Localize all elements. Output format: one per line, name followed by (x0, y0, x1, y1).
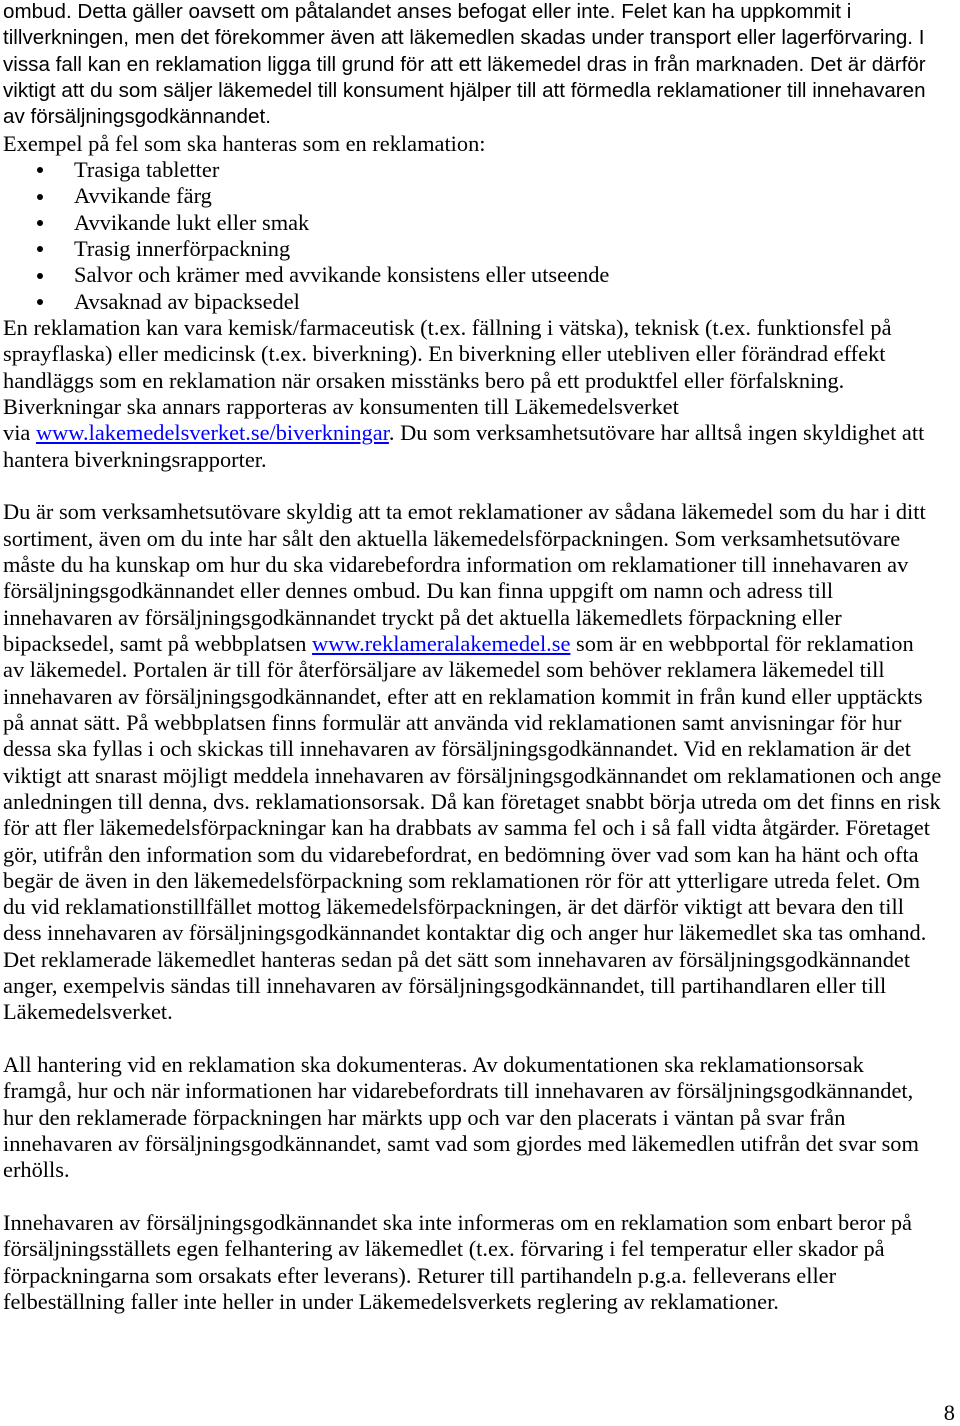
list-item-text: Avvikande lukt eller smak (74, 209, 310, 235)
text-line: hantera biverkningsrapporter. (3, 446, 267, 472)
text-line: Innehavaren av försäljningsgodkännandet ska inte informeras om en reklamation som enbart beror på (3, 1210, 912, 1236)
text-line: En reklamation kan vara kemisk/farmaceutisk (t.ex. fällning i vätska), teknisk (t.ex. funktionsfel på (3, 314, 892, 340)
text-line: Du är som verksamhetsutövare skyldig att ta emot reklamationer av sådana läkemedel som du har i ditt (3, 499, 926, 525)
paragraph-spacer (0, 1184, 960, 1210)
bullet-icon (37, 220, 43, 226)
text-line: måste du ha kunskap om hur du ska vidarebefordra information om reklamationer till innehavaren av (3, 551, 909, 577)
text-line: handläggs som en reklamation när orsaken misstänks bero på ett produktfel eller förfalskning. (3, 367, 845, 393)
duty-paragraph (0, 499, 960, 1026)
text-line: innehavaren av försäljningsgodkännandet, samt vad som gjordes med läkemedlen utifrån det svar som (3, 1131, 919, 1157)
list-item (0, 157, 960, 183)
bullet-icon (37, 167, 43, 173)
text-segment: via (3, 420, 36, 446)
page-number: 8 (943, 1400, 955, 1425)
list-item-text: Trasig innerförpackning (74, 235, 291, 261)
text-line: ombud. Detta gäller oavsett om påtalandet anses befogat eller inte. Felet kan ha uppkommit i (3, 0, 852, 23)
text-line (0, 631, 960, 657)
examples-list (0, 157, 960, 315)
reklameralakemedel-link[interactable]: www.reklameralakemedel.se (312, 630, 571, 656)
text-line: sprayflaska) eller medicinsk (t.ex. biverkning). En biverkning eller utebliven eller förändrad effekt (3, 341, 886, 367)
bullet-icon (37, 273, 43, 279)
text-line: på annat sätt. På webbplatsen finns formulär att använda vid reklamationen samt anvisningar för hur (3, 709, 902, 735)
text-line: av läkemedel. Portalen är till för återförsäljare av läkemedel som behöver reklamera läkemedel till (3, 657, 885, 683)
text-line: Läkemedelsverket. (3, 999, 173, 1025)
bullet-icon (37, 194, 43, 200)
text-line: framgå, hur och när informationen har vidarebefordrats till innehavaren av försäljningsgodkännandet, (3, 1078, 914, 1104)
bullet-icon (37, 246, 43, 252)
text-line: Det reklamerade läkemedlet hanteras sedan på det sätt som innehavaren av försäljningsgodkännandet (3, 946, 911, 972)
text-line: försäljningsställets egen felhantering av läkemedlet (t.ex. förvaring i fel temperatur eller skador på (3, 1236, 885, 1262)
text-line: innehavaren av försäljningsgodkännandet tryckt på det aktuella läkemedlets förpackning eller (3, 604, 842, 630)
text-line: av försäljningsgodkännandet. (3, 105, 271, 129)
text-line: för att fler läkemedelsförpackningar kan ha drabbats av samma fel och i så fall vidta åtgärder. Företaget (3, 815, 930, 841)
exclusions-paragraph (0, 1210, 960, 1315)
text-line: försäljningsgodkännandet eller dennes ombud. Du kan finna uppgift om namn och adress till (3, 578, 834, 604)
paragraph-spacer (0, 473, 960, 499)
list-item (0, 236, 960, 262)
list-item-text: Trasiga tabletter (74, 156, 220, 182)
examples-heading: Exempel på fel som ska hanteras som en reklamation: (3, 130, 486, 156)
text-line: du vid reklamationstillfället mottog läkemedelsförpackningen, är det därför viktigt att bevara den till (3, 894, 904, 920)
list-item (0, 289, 960, 315)
documentation-paragraph (0, 1052, 960, 1184)
text-line (0, 420, 960, 446)
paragraph-spacer (0, 1026, 960, 1052)
text-line: vissa fall kan en reklamation ligga till grund för att ett läkemedel dras in från marknaden. Det är därför (3, 52, 926, 76)
text-line: anger, exempelvis sändas till innehavaren av försäljningsgodkännandet, till partihandlaren eller till (3, 973, 887, 999)
text-line: erhölls. (3, 1157, 70, 1183)
text-segment: som är en webbportal för reklamation (570, 630, 914, 656)
text-line: tillverkningen, men det förekommer även att läkemedlen skadas under transport eller lagerförvaring. I (3, 26, 925, 50)
text-line: begär de även in den läkemedelsförpackning som reklamationen rör för att ytterligare utreda felet. Om (3, 867, 921, 893)
intro-paragraph (0, 0, 960, 131)
reklamation-types-paragraph (0, 315, 960, 473)
text-line: förpackningarna som orsakats efter leverans). Returer till partihandeln p.g.a. felleverans eller (3, 1262, 837, 1288)
list-item-text: Salvor och krämer med avvikande konsistens eller utseende (74, 262, 610, 288)
text-line: anledningen till denna, dvs. reklamationsorsak. Då kan företaget snabbt börja utreda om det finns en risk (3, 788, 941, 814)
text-line: gör, utifrån den information som du vidarebefordrat, en bedömning över vad som kan ha hänt och ofta (3, 841, 919, 867)
list-item-text: Avvikande färg (74, 183, 212, 209)
list-item (0, 210, 960, 236)
bullet-icon (37, 299, 43, 305)
text-line: sortiment, även om du inte har sålt den aktuella läkemedelsförpackningen. Som verksamhetsutövare (3, 525, 901, 551)
list-item (0, 262, 960, 288)
text-line: viktigt att du som säljer läkemedel till konsument hjälper till att förmedla reklamationer till innehavaren (3, 78, 926, 102)
text-line: dess innehavaren av försäljningsgodkännandet kontaktar dig och anger hur läkemedlet ska tas omhand. (3, 920, 927, 946)
text-segment: bipacksedel, samt på webbplatsen (3, 630, 313, 656)
text-line: innehavaren av försäljningsgodkännandet, efter att en reklamation kommit in från kund eller upptäckts (3, 683, 923, 709)
list-item-text: Avsaknad av bipacksedel (74, 288, 300, 314)
text-line: All hantering vid en reklamation ska dokumenteras. Av dokumentationen ska reklamationsorsak (3, 1052, 864, 1078)
text-line: felbeställning faller inte heller in under Läkemedelsverkets reglering av reklamationer. (3, 1289, 779, 1315)
lakemedelsverket-biverkningar-link[interactable]: www.lakemedelsverket.se/biverkningar (35, 420, 389, 446)
text-line: dessa ska fyllas i och skickas till innehavaren av försäljningsgodkännandet. Vid en reklamation är det (3, 736, 911, 762)
text-line: viktigt att snarast möjligt meddela innehavaren av försäljningsgodkännandet om reklamationen och ange (3, 762, 942, 788)
text-segment: . Du som verksamhetsutövare har alltså ingen skyldighet att (388, 420, 925, 446)
text-line: hur den reklamerade förpackningen har märkts upp och var den placerats i väntan på svar från (3, 1104, 846, 1130)
text-line: Biverkningar ska annars rapporteras av konsumenten till Läkemedelsverket (3, 393, 679, 419)
list-item (0, 183, 960, 209)
